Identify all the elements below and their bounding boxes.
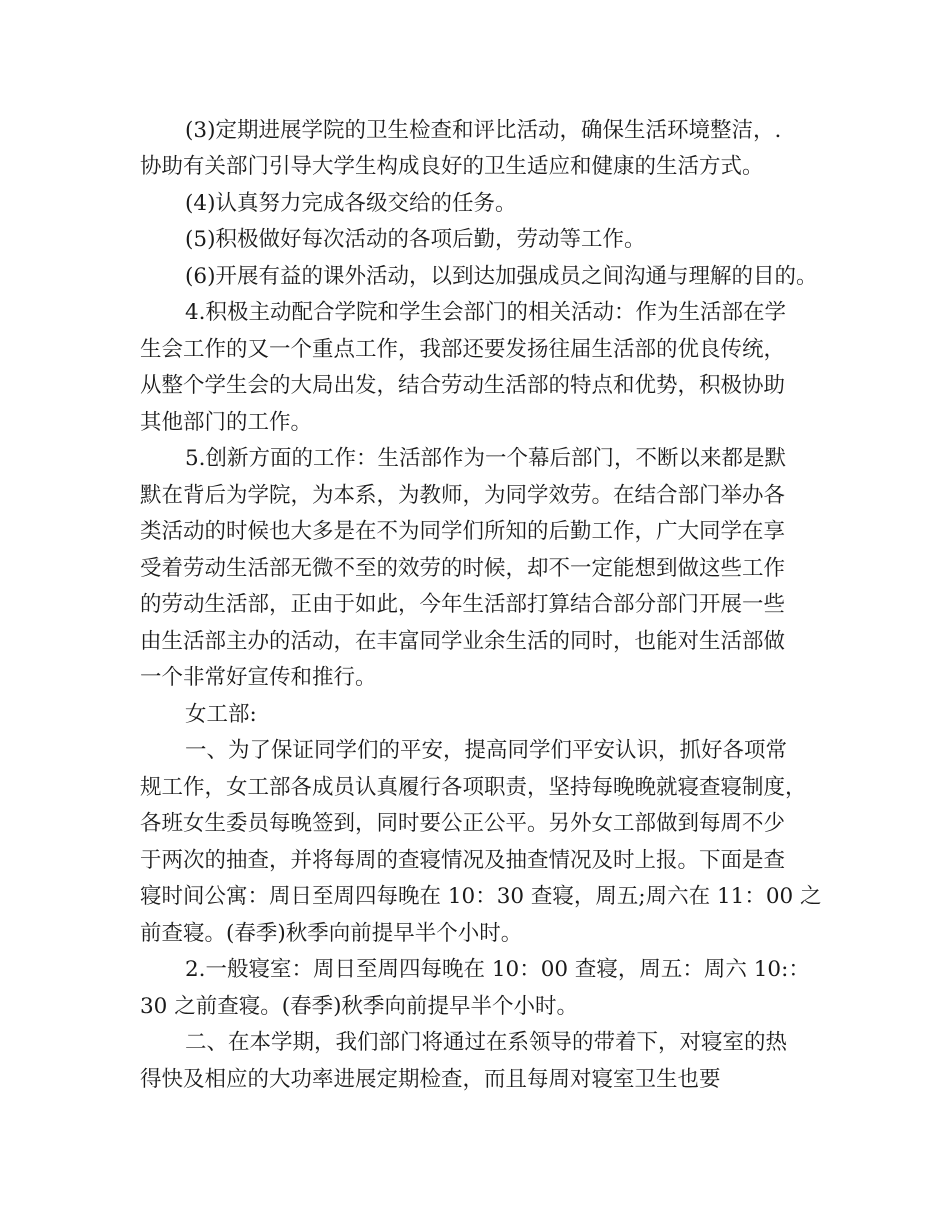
text-line: 一、为了保证同学们的平安，提高同学们平安认识，抓好各项常 <box>185 738 788 763</box>
text-line: 4.积极主动配合学院和学生会部门的相关活动：作为生活部在学 <box>185 300 787 325</box>
text-line: 2.一般寝室：周日至周四每晚在 10：00 查寝，周五：周六 10:： <box>185 957 810 982</box>
text-line: 的劳动生活部，正由于如此，今年生活部打算结合部分部门开展一些 <box>140 592 786 617</box>
text-line: 规工作，女工部各成员认真履行各项职责，坚持每晚晚就寝查寝制度， <box>140 775 807 800</box>
text-line: 一个非常好宣传和推行。 <box>140 665 377 690</box>
text-line: 5.创新方面的工作：生活部作为一个幕后部门，不断以来都是默 <box>185 446 787 471</box>
text-line: (5)积极做好每次活动的各项后勤，劳动等工作。 <box>185 227 646 252</box>
text-line: 前查寝。(春季)秋季向前提早半个小时。 <box>140 921 523 946</box>
text-line: 各班女生委员每晚签到，同时要公正公平。另外女工部做到每周不少 <box>140 811 786 836</box>
text-line: 默在背后为学院，为本系，为教师，为同学效劳。在结合部门举办各 <box>140 483 786 508</box>
text-line: (6)开展有益的课外活动，以到达加强成员之间沟通与理解的目的。 <box>185 264 818 289</box>
text-line: 于两次的抽查，并将每周的查寝情况及抽查情况及时上报。下面是查 <box>140 848 786 873</box>
text-line: 30 之前查寝。(春季)秋季向前提早半个小时。 <box>140 994 578 1019</box>
text-line: (3)定期进展学院的卫生检查和评比活动，确保生活环境整洁，. <box>185 118 782 143</box>
text-line: 其他部门的工作。 <box>140 410 313 435</box>
text-line: 由生活部主办的活动，在丰富同学业余生活的同时，也能对生活部做 <box>140 629 786 654</box>
text-line: 生会工作的又一个重点工作，我部还要发扬往届生活部的优良传统， <box>140 337 786 362</box>
text-line: 类活动的时候也大多是在不为同学们所知的后勤工作，广大同学在享 <box>140 519 786 544</box>
text-line: 从整个学生会的大局出发，结合劳动生活部的特点和优势，积极协助 <box>140 373 786 398</box>
text-line: 得快及相应的大功率进展定期检查，而且每周对寝室卫生也要 <box>140 1067 721 1092</box>
text-line: 受着劳动生活部无微不至的效劳的时候，却不一定能想到做这些工作 <box>140 556 786 581</box>
text-line: 寝时间公寓：周日至周四每晚在 10：30 查寝，周五;周六在 11：00 之 <box>140 884 822 909</box>
text-line: (4)认真努力完成各级交给的任务。 <box>185 191 517 216</box>
text-line: 二、在本学期，我们部门将通过在系领导的带着下，对寝室的热 <box>185 1030 788 1055</box>
text-line: 协助有关部门引导大学生构成良好的卫生适应和健康的生活方式。 <box>140 154 764 179</box>
section-heading: 女工部: <box>185 702 257 727</box>
